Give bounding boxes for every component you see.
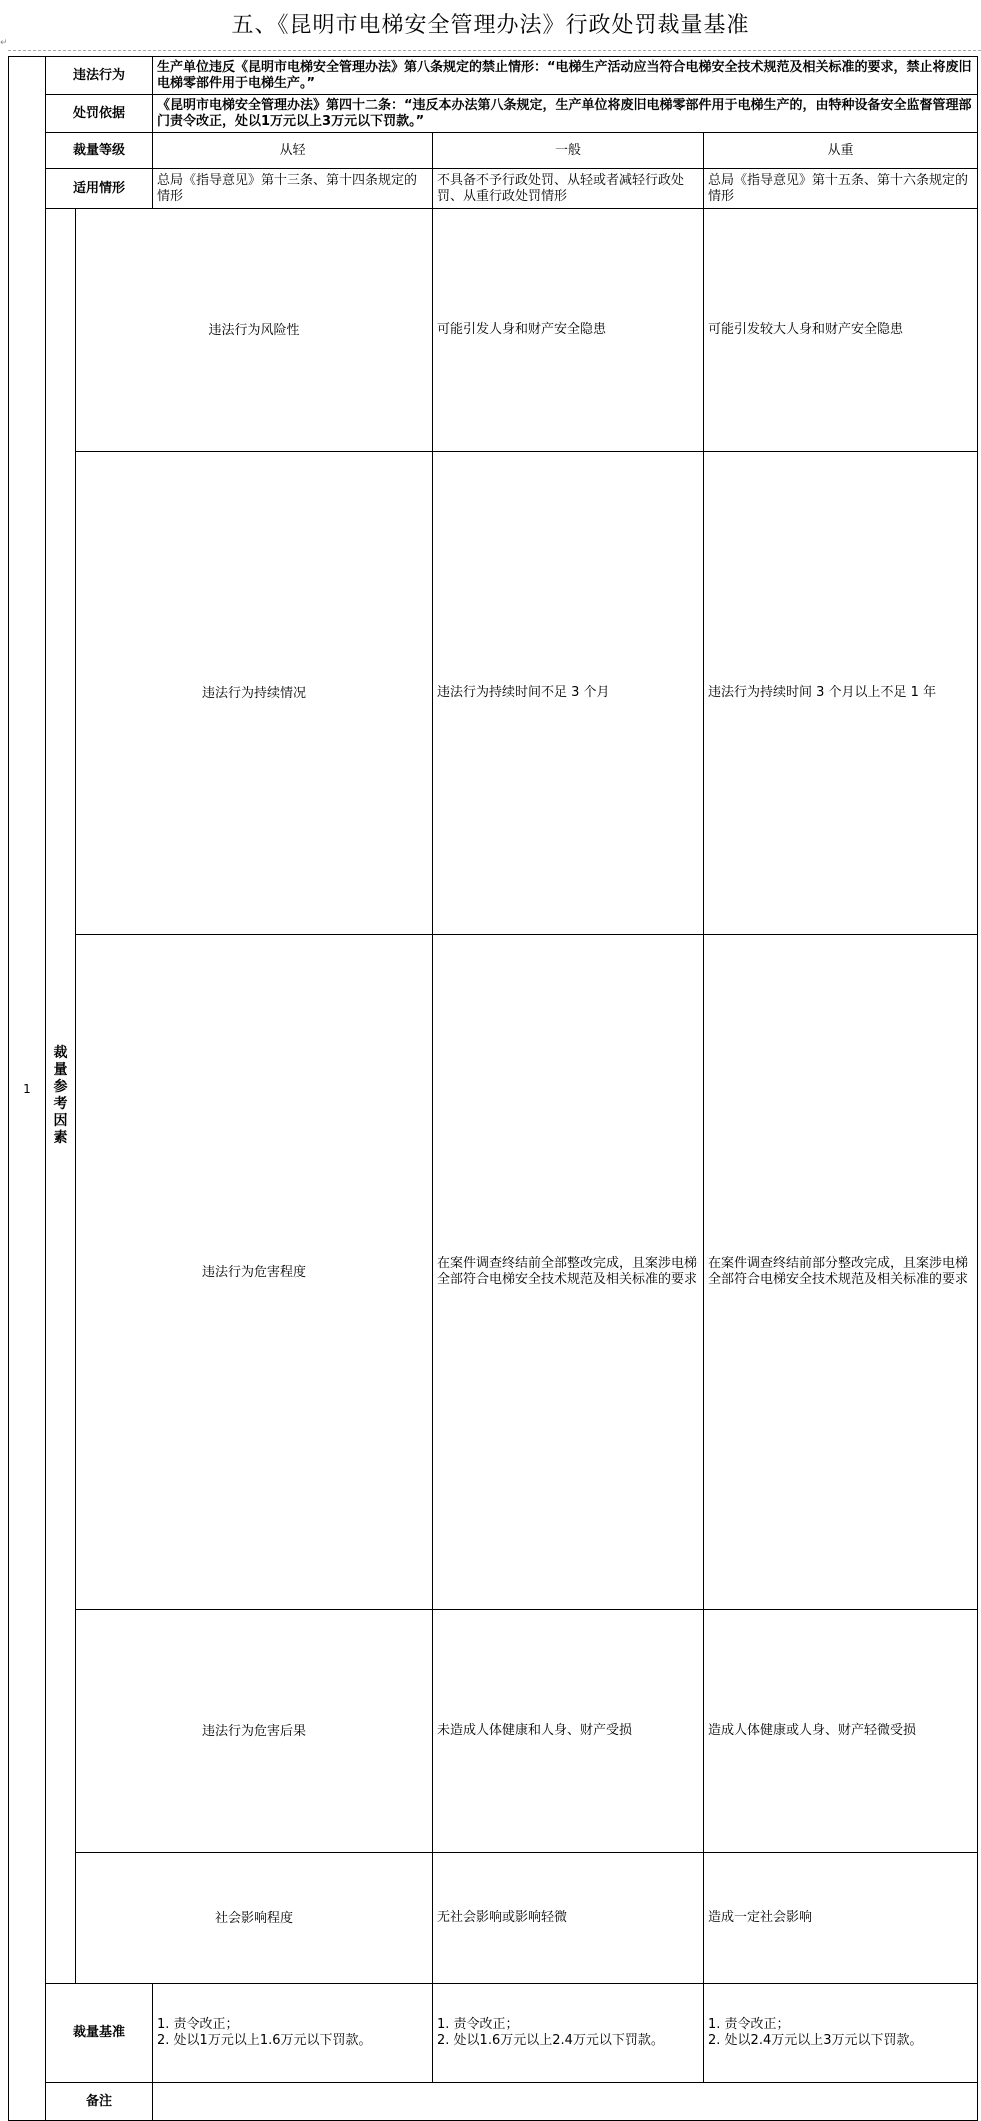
- applicable-light: 总局《指导意见》第十三条、第十四条规定的情形: [153, 169, 433, 209]
- level-heavy: 从重: [704, 133, 978, 169]
- factor-general: 可能引发较大人身和财产安全隐患: [704, 209, 978, 452]
- levels-label: 裁量等级: [46, 133, 153, 169]
- factor-label: 违法行为持续情况: [76, 452, 433, 935]
- standard-heavy-line: 2. 处以2.4万元以上3万元以下罚款。: [708, 2033, 923, 2048]
- section-divider: [8, 50, 981, 51]
- factor-light: 违法行为持续时间不足 3 个月: [433, 452, 704, 935]
- factors-label: [46, 209, 76, 1984]
- factor-label: 违法行为危害后果: [76, 1610, 433, 1853]
- standard-heavy: [704, 1984, 978, 2083]
- table-row-factor: [9, 1853, 978, 1984]
- factors-label-text: 裁量参考因素: [53, 1045, 68, 1146]
- remarks-label: 备注: [46, 2083, 153, 2121]
- factor-light: 未造成人体健康和人身、财产受损: [433, 1610, 704, 1853]
- table-row-levels: [9, 133, 978, 169]
- standard-general-line: 2. 处以1.6万元以上2.4万元以下罚款。: [437, 2033, 664, 2048]
- violation-text: 生产单位违反《昆明市电梯安全管理办法》第八条规定的禁止情形：“电梯生产活动应当符合电梯安全技术规范及相关标准的要求，禁止将废旧电梯零部件用于电梯生产。”: [153, 57, 978, 95]
- standard-label: 裁量基准: [46, 1984, 153, 2083]
- factor-light: 可能引发人身和财产安全隐患: [433, 209, 704, 452]
- table-row-applicable: [9, 169, 978, 209]
- standard-light-line: 1. 责令改正；: [157, 2017, 239, 2032]
- table-row-standard: [9, 1984, 978, 2083]
- penalty-table: [8, 56, 978, 2121]
- factor-general: 在案件调查终结前部分整改完成，且案涉电梯全部符合电梯安全技术规范及相关标准的要求: [704, 935, 978, 1610]
- paragraph-marker-icon: ↵: [0, 38, 8, 48]
- standard-general: [433, 1984, 704, 2083]
- table-row-factor: [9, 209, 978, 452]
- applicable-label: 适用情形: [46, 169, 153, 209]
- standard-heavy-line: 1. 责令改正；: [708, 2017, 790, 2032]
- basis-text: 《昆明市电梯安全管理办法》第四十二条：“违反本办法第八条规定，生产单位将废旧电梯零部件用于电梯生产的，由特种设备安全监督管理部门责令改正，处以1万元以上3万元以下罚款。”: [153, 95, 978, 133]
- basis-label: 处罚依据: [46, 95, 153, 133]
- factor-label: 违法行为风险性: [76, 209, 433, 452]
- violation-label: 违法行为: [46, 57, 153, 95]
- standard-light-line: 2. 处以1万元以上1.6万元以下罚款。: [157, 2033, 372, 2048]
- factor-light: 无社会影响或影响轻微: [433, 1853, 704, 1984]
- table-row-factor: [9, 452, 978, 935]
- table-row-factor: [9, 1610, 978, 1853]
- standard-general-line: 1. 责令改正；: [437, 2017, 519, 2032]
- factor-general: 造成人体健康或人身、财产轻微受损: [704, 1610, 978, 1853]
- table-row-basis: [9, 95, 978, 133]
- row-index: 1: [9, 57, 46, 2121]
- table-row-violation: [9, 57, 978, 95]
- factor-label: 违法行为危害程度: [76, 935, 433, 1610]
- page-title: 五、《昆明市电梯安全管理办法》行政处罚裁量基准: [231, 13, 750, 38]
- factor-light: 在案件调查终结前全部整改完成，且案涉电梯全部符合电梯安全技术规范及相关标准的要求: [433, 935, 704, 1610]
- level-general: 一般: [433, 133, 704, 169]
- applicable-heavy: 总局《指导意见》第十五条、第十六条规定的情形: [704, 169, 978, 209]
- factor-general: 造成一定社会影响: [704, 1853, 978, 1984]
- standard-light: [153, 1984, 433, 2083]
- table-row-remarks: [9, 2083, 978, 2121]
- remarks-text: [153, 2083, 978, 2121]
- factor-general: 违法行为持续时间 3 个月以上不足 1 年: [704, 452, 978, 935]
- table-row-factor: [9, 935, 978, 1610]
- level-light: 从轻: [153, 133, 433, 169]
- factor-label: 社会影响程度: [76, 1853, 433, 1984]
- applicable-general: 不具备不予行政处罚、从轻或者减轻行政处罚、从重行政处罚情形: [433, 169, 704, 209]
